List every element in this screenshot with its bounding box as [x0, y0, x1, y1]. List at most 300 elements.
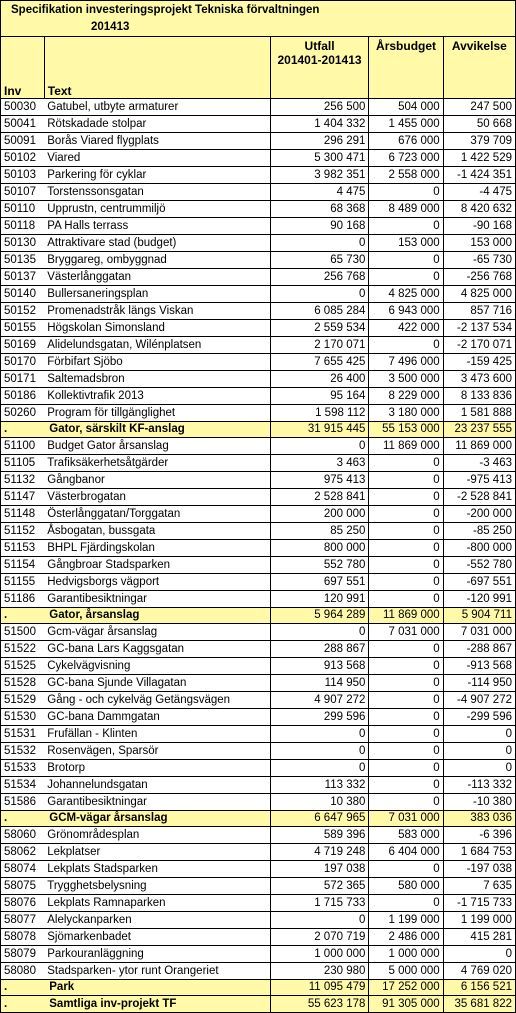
budget-value: 0 [369, 760, 443, 777]
project-name: Johannelundsgatan [44, 777, 270, 794]
table-row [1, 116, 516, 133]
project-code: 58062 [1, 844, 45, 861]
grand-total-marker: . [1, 996, 45, 1013]
project-name: Gatubel, utbyte armaturer [44, 99, 270, 116]
table-row [1, 133, 516, 150]
utfall-value: 589 396 [270, 827, 369, 844]
project-name: Lekplats Ramnaparken [44, 895, 270, 912]
utfall-value: 6 085 284 [270, 303, 369, 320]
budget-value: 4 825 000 [369, 286, 443, 303]
utfall-value: 65 730 [270, 252, 369, 269]
project-name: Viared [44, 150, 270, 167]
grand-total-avvikelse: 35 681 822 [443, 996, 515, 1013]
header-text: Text [44, 37, 270, 99]
project-code: 58076 [1, 895, 45, 912]
subtotal-label: GCM-vägar årsanslag [44, 811, 270, 827]
budget-value: 0 [369, 184, 443, 201]
budget-value: 0 [369, 777, 443, 794]
project-code: 51530 [1, 709, 45, 726]
subtotal-utfall: 6 647 965 [270, 811, 369, 827]
avvikelse-value: -800 000 [443, 540, 515, 557]
utfall-value: 95 164 [270, 388, 369, 405]
utfall-value: 800 000 [270, 540, 369, 557]
budget-value: 583 000 [369, 827, 443, 844]
project-code: 58077 [1, 912, 45, 929]
budget-value: 7 031 000 [369, 624, 443, 641]
avvikelse-value: -4 475 [443, 184, 515, 201]
table-row [1, 489, 516, 506]
project-name: Promenadstråk längs Viskan [44, 303, 270, 320]
budget-value: 0 [369, 641, 443, 658]
avvikelse-value: -1 424 351 [443, 167, 515, 184]
utfall-value: 975 413 [270, 472, 369, 489]
avvikelse-value: -4 907 272 [443, 692, 515, 709]
project-name: Stadsparken- ytor runt Orangeriet [44, 963, 270, 980]
budget-value: 0 [369, 709, 443, 726]
budget-value: 0 [369, 455, 443, 472]
utfall-value: 0 [270, 760, 369, 777]
table-row [1, 388, 516, 405]
table-row [1, 861, 516, 878]
project-name: Gångbroar Stadsparken [44, 557, 270, 574]
avvikelse-value: -197 038 [443, 861, 515, 878]
utfall-value: 200 000 [270, 506, 369, 523]
budget-value: 3 500 000 [369, 371, 443, 388]
project-name: BHPL Fjärdingskolan [44, 540, 270, 557]
table-row [1, 895, 516, 912]
avvikelse-value: 0 [443, 760, 515, 777]
project-name: Rosenvägen, Sparsör [44, 743, 270, 760]
utfall-value: 0 [270, 726, 369, 743]
header-row [1, 37, 516, 99]
budget-value: 0 [369, 794, 443, 811]
project-code: 50110 [1, 201, 45, 218]
project-name: Attraktivare stad (budget) [44, 235, 270, 252]
subtotal-marker: . [1, 608, 45, 624]
avvikelse-value: -552 780 [443, 557, 515, 574]
header-inv: Inv [1, 37, 45, 99]
subtotal-avvikelse: 5 904 711 [443, 608, 515, 624]
table-row [1, 337, 516, 354]
sheet-title: Specifikation investeringsprojekt Tekniska förvaltningen [1, 1, 516, 19]
avvikelse-value: -6 396 [443, 827, 515, 844]
table-row [1, 624, 516, 641]
avvikelse-value: 415 281 [443, 929, 515, 946]
avvikelse-value: -120 991 [443, 591, 515, 608]
project-code: 50041 [1, 116, 45, 133]
avvikelse-value: -3 463 [443, 455, 515, 472]
budget-value: 676 000 [369, 133, 443, 150]
utfall-value: 0 [270, 438, 369, 455]
utfall-value: 5 300 471 [270, 150, 369, 167]
table-row [1, 675, 516, 692]
budget-value: 0 [369, 337, 443, 354]
avvikelse-value: 1 422 529 [443, 150, 515, 167]
budget-value: 0 [369, 675, 443, 692]
avvikelse-value: -200 000 [443, 506, 515, 523]
utfall-value: 697 551 [270, 574, 369, 591]
avvikelse-value: -975 413 [443, 472, 515, 489]
table-row [1, 506, 516, 523]
header-arsbudget: Årsbudget [369, 37, 443, 99]
utfall-value: 2 170 071 [270, 337, 369, 354]
subtotal-row [1, 811, 516, 827]
project-name: Åsbogatan, bussgata [44, 523, 270, 540]
project-name: Parkering för cyklar [44, 167, 270, 184]
budget-value: 153 000 [369, 235, 443, 252]
project-name: Budget Gator årsanslag [44, 438, 270, 455]
utfall-value: 0 [270, 912, 369, 929]
utfall-value: 1 404 332 [270, 116, 369, 133]
avvikelse-value: 0 [443, 726, 515, 743]
project-name: Sjömarkenbadet [44, 929, 270, 946]
subtotal-marker: . [1, 422, 45, 438]
project-code: 50137 [1, 269, 45, 286]
avvikelse-value: -113 332 [443, 777, 515, 794]
table-row [1, 777, 516, 794]
budget-value: 0 [369, 726, 443, 743]
table-row [1, 235, 516, 252]
table-row [1, 320, 516, 337]
utfall-value: 114 950 [270, 675, 369, 692]
avvikelse-value: -159 425 [443, 354, 515, 371]
avvikelse-value: 8 133 836 [443, 388, 515, 405]
project-name: Alidelundsgatan, Wilénplatsen [44, 337, 270, 354]
project-name: Parkouranläggning [44, 946, 270, 963]
project-name: Brotorp [44, 760, 270, 777]
utfall-value: 7 655 425 [270, 354, 369, 371]
avvikelse-value: 8 420 632 [443, 201, 515, 218]
header-avvikelse: Avvikelse [443, 37, 515, 99]
utfall-value: 256 500 [270, 99, 369, 116]
project-name: Trygghetsbelysning [44, 878, 270, 895]
project-name: Borås Viared flygplats [44, 133, 270, 150]
avvikelse-value: 1 199 000 [443, 912, 515, 929]
utfall-value: 1 000 000 [270, 946, 369, 963]
subtotal-label: Gator, årsanslag [44, 608, 270, 624]
table-row [1, 371, 516, 388]
project-name: Kollektivtrafik 2013 [44, 388, 270, 405]
project-code: 50140 [1, 286, 45, 303]
budget-value: 5 000 000 [369, 963, 443, 980]
subtotal-label: Park [44, 980, 270, 996]
table-row [1, 455, 516, 472]
utfall-value: 197 038 [270, 861, 369, 878]
table-row [1, 218, 516, 235]
avvikelse-value: -299 596 [443, 709, 515, 726]
budget-value: 0 [369, 557, 443, 574]
project-name: Cykelvägvisning [44, 658, 270, 675]
avvikelse-value: -90 168 [443, 218, 515, 235]
utfall-value: 256 768 [270, 269, 369, 286]
project-code: 51532 [1, 743, 45, 760]
table-row [1, 760, 516, 777]
avvikelse-value: -913 568 [443, 658, 515, 675]
avvikelse-value: -85 250 [443, 523, 515, 540]
project-code: 58078 [1, 929, 45, 946]
subtotal-avvikelse: 6 156 521 [443, 980, 515, 996]
subtotal-marker: . [1, 811, 45, 827]
budget-value: 1 000 000 [369, 946, 443, 963]
table-row [1, 591, 516, 608]
utfall-value: 296 291 [270, 133, 369, 150]
utfall-value: 120 991 [270, 591, 369, 608]
utfall-value: 2 528 841 [270, 489, 369, 506]
utfall-value: 113 332 [270, 777, 369, 794]
table-row [1, 150, 516, 167]
budget-value: 0 [369, 591, 443, 608]
sheet-period: 201413 [1, 18, 516, 37]
table-row [1, 574, 516, 591]
avvikelse-value: -10 380 [443, 794, 515, 811]
budget-value: 1 455 000 [369, 116, 443, 133]
utfall-value: 85 250 [270, 523, 369, 540]
avvikelse-value: 50 668 [443, 116, 515, 133]
utfall-value: 0 [270, 235, 369, 252]
utfall-value: 26 400 [270, 371, 369, 388]
table-row [1, 286, 516, 303]
avvikelse-value: 379 709 [443, 133, 515, 150]
avvikelse-value: -114 950 [443, 675, 515, 692]
project-name: Upprustn, centrummiljö [44, 201, 270, 218]
project-name: Lekplats Stadsparken [44, 861, 270, 878]
table-row [1, 827, 516, 844]
budget-value: 0 [369, 489, 443, 506]
project-code: 51147 [1, 489, 45, 506]
subtotal-budget: 55 153 000 [369, 422, 443, 438]
project-code: 50091 [1, 133, 45, 150]
project-code: 51155 [1, 574, 45, 591]
utfall-value: 572 365 [270, 878, 369, 895]
table-row [1, 167, 516, 184]
project-code: 51525 [1, 658, 45, 675]
budget-value: 1 199 000 [369, 912, 443, 929]
project-code: 51100 [1, 438, 45, 455]
project-name: GC-bana Dammgatan [44, 709, 270, 726]
subtotal-utfall: 31 915 445 [270, 422, 369, 438]
project-code: 51533 [1, 760, 45, 777]
table-row [1, 641, 516, 658]
project-name: Program för tillgänglighet [44, 405, 270, 422]
utfall-value: 10 380 [270, 794, 369, 811]
budget-value: 0 [369, 540, 443, 557]
project-code: 51105 [1, 455, 45, 472]
utfall-value: 0 [270, 624, 369, 641]
project-name: Frufällan - Klinten [44, 726, 270, 743]
subtotal-row [1, 422, 516, 438]
budget-value: 6 404 000 [369, 844, 443, 861]
table-row [1, 557, 516, 574]
avvikelse-value: 857 716 [443, 303, 515, 320]
table-row [1, 99, 516, 116]
project-code: 51528 [1, 675, 45, 692]
budget-value: 3 180 000 [369, 405, 443, 422]
project-code: 50169 [1, 337, 45, 354]
avvikelse-value: 247 500 [443, 99, 515, 116]
subtotal-budget: 11 869 000 [369, 608, 443, 624]
project-name: GC-bana Sjunde Villagatan [44, 675, 270, 692]
project-code: 58080 [1, 963, 45, 980]
table-row [1, 269, 516, 286]
project-code: 51154 [1, 557, 45, 574]
budget-value: 8 229 000 [369, 388, 443, 405]
avvikelse-value: 153 000 [443, 235, 515, 252]
title-row [1, 1, 516, 19]
budget-value: 504 000 [369, 99, 443, 116]
project-name: Saltemadsbron [44, 371, 270, 388]
avvikelse-value: 0 [443, 946, 515, 963]
avvikelse-value: 11 869 000 [443, 438, 515, 455]
project-name: Grönområdesplan [44, 827, 270, 844]
utfall-value: 552 780 [270, 557, 369, 574]
project-code: 51153 [1, 540, 45, 557]
table-row [1, 523, 516, 540]
project-code: 50130 [1, 235, 45, 252]
project-code: 51186 [1, 591, 45, 608]
avvikelse-value: 7 635 [443, 878, 515, 895]
table-body [1, 1, 516, 1013]
utfall-value: 3 463 [270, 455, 369, 472]
subtotal-avvikelse: 23 237 555 [443, 422, 515, 438]
project-code: 50171 [1, 371, 45, 388]
table-row [1, 878, 516, 895]
avvikelse-value: 4 769 020 [443, 963, 515, 980]
budget-value: 11 869 000 [369, 438, 443, 455]
avvikelse-value: 3 473 600 [443, 371, 515, 388]
header-utfall-period: 201401-201413 [277, 53, 362, 67]
utfall-value: 90 168 [270, 218, 369, 235]
budget-value: 8 489 000 [369, 201, 443, 218]
project-name: Högskolan Simonsland [44, 320, 270, 337]
table-row [1, 912, 516, 929]
table-row [1, 184, 516, 201]
table-row [1, 963, 516, 980]
project-code: 50102 [1, 150, 45, 167]
project-name: Lekplatser [44, 844, 270, 861]
project-name: Alelyckanparken [44, 912, 270, 929]
avvikelse-value: -2 528 841 [443, 489, 515, 506]
project-name: PA Halls terrass [44, 218, 270, 235]
subtotal-utfall: 11 095 479 [270, 980, 369, 996]
utfall-value: 2 070 719 [270, 929, 369, 946]
budget-value: 0 [369, 574, 443, 591]
project-code: 50030 [1, 99, 45, 116]
project-code: 51529 [1, 692, 45, 709]
subtotal-marker: . [1, 980, 45, 996]
project-name: Förbifart Sjöbo [44, 354, 270, 371]
project-name: Trafiksäkerhetsåtgärder [44, 455, 270, 472]
budget-value: 0 [369, 658, 443, 675]
utfall-value: 4 719 248 [270, 844, 369, 861]
utfall-value: 1 715 733 [270, 895, 369, 912]
utfall-value: 913 568 [270, 658, 369, 675]
project-name: Västerbrogatan [44, 489, 270, 506]
project-code: 51586 [1, 794, 45, 811]
budget-value: 580 000 [369, 878, 443, 895]
project-code: 50118 [1, 218, 45, 235]
grand-total-utfall: 55 623 178 [270, 996, 369, 1013]
project-name: Österlånggatan/Torggatan [44, 506, 270, 523]
table-row [1, 692, 516, 709]
table-row [1, 303, 516, 320]
utfall-value: 288 867 [270, 641, 369, 658]
avvikelse-value: 0 [443, 743, 515, 760]
utfall-value: 2 559 534 [270, 320, 369, 337]
project-code: 51152 [1, 523, 45, 540]
grand-total-budget: 91 305 000 [369, 996, 443, 1013]
project-code: 58079 [1, 946, 45, 963]
avvikelse-value: -65 730 [443, 252, 515, 269]
budget-value: 0 [369, 472, 443, 489]
project-code: 50155 [1, 320, 45, 337]
utfall-value: 1 598 112 [270, 405, 369, 422]
project-code: 51534 [1, 777, 45, 794]
table-row [1, 201, 516, 218]
project-code: 51148 [1, 506, 45, 523]
project-code: 50135 [1, 252, 45, 269]
table-row [1, 844, 516, 861]
project-code: 50107 [1, 184, 45, 201]
project-name: Gcm-vägar årsanslag [44, 624, 270, 641]
utfall-value: 4 475 [270, 184, 369, 201]
table-row [1, 540, 516, 557]
project-name: Bryggareg, ombyggnad [44, 252, 270, 269]
table-row [1, 405, 516, 422]
project-code: 58074 [1, 861, 45, 878]
budget-value: 0 [369, 523, 443, 540]
project-code: 51522 [1, 641, 45, 658]
subtotal-row [1, 980, 516, 996]
project-name: Garantibesiktningar [44, 794, 270, 811]
budget-value: 0 [369, 895, 443, 912]
project-code: 50260 [1, 405, 45, 422]
project-code: 58075 [1, 878, 45, 895]
table-row [1, 794, 516, 811]
avvikelse-value: 1 684 753 [443, 844, 515, 861]
avvikelse-value: -288 867 [443, 641, 515, 658]
subtotal-budget: 7 031 000 [369, 811, 443, 827]
subtotal-label: Gator, särskilt KF-anslag [44, 422, 270, 438]
table-row [1, 438, 516, 455]
table-row [1, 929, 516, 946]
table-row [1, 726, 516, 743]
budget-value: 422 000 [369, 320, 443, 337]
project-name: Gångbanor [44, 472, 270, 489]
utfall-value: 230 980 [270, 963, 369, 980]
utfall-value: 0 [270, 743, 369, 760]
table-row [1, 354, 516, 371]
avvikelse-value: -256 768 [443, 269, 515, 286]
header-utfall-label: Utfall [304, 39, 335, 53]
period-row [1, 18, 516, 37]
budget-value: 6 943 000 [369, 303, 443, 320]
subtotal-budget: 17 252 000 [369, 980, 443, 996]
project-code: 51132 [1, 472, 45, 489]
project-name: GC-bana Lars Kaggsgatan [44, 641, 270, 658]
project-code: 50103 [1, 167, 45, 184]
utfall-value: 68 368 [270, 201, 369, 218]
budget-value: 0 [369, 252, 443, 269]
budget-value: 0 [369, 269, 443, 286]
project-name: Hedvigsborgs vägport [44, 574, 270, 591]
budget-value: 0 [369, 861, 443, 878]
avvikelse-value: 4 825 000 [443, 286, 515, 303]
avvikelse-value: -2 137 534 [443, 320, 515, 337]
project-code: 50170 [1, 354, 45, 371]
budget-value: 7 496 000 [369, 354, 443, 371]
table-row [1, 658, 516, 675]
project-name: Garantibesiktningar [44, 591, 270, 608]
